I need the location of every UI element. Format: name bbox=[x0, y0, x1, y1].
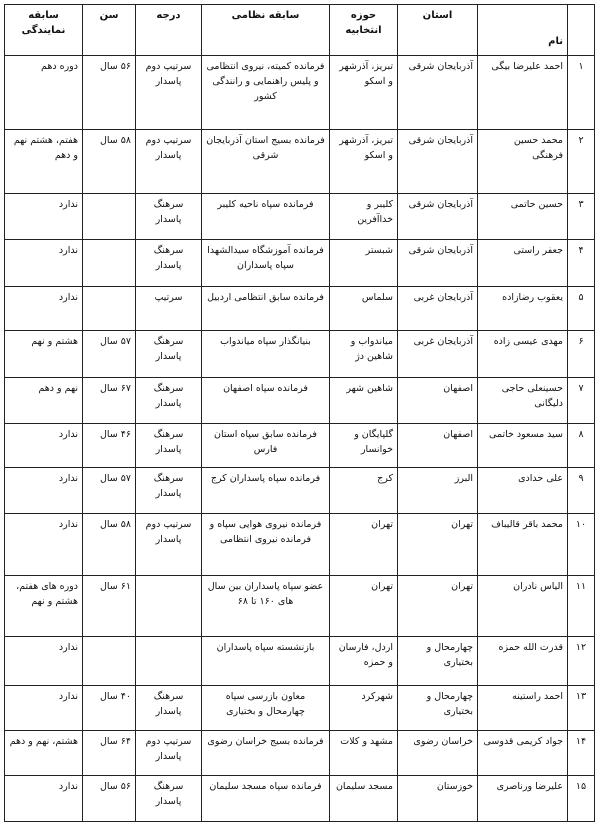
district-cell: مشهد و کلات bbox=[330, 731, 398, 776]
row-number: ۷ bbox=[568, 377, 595, 423]
table-row bbox=[5, 468, 595, 514]
age-cell: ۶۱ سال bbox=[83, 576, 136, 637]
province-cell: خراسان رضوی bbox=[398, 731, 478, 776]
representation-history-cell: ندارد bbox=[5, 239, 83, 286]
row-number: ۱۰ bbox=[568, 514, 595, 576]
province-cell: تهران bbox=[398, 576, 478, 637]
table-row bbox=[5, 194, 595, 240]
row-number: ۲ bbox=[568, 130, 595, 194]
table-row bbox=[5, 331, 595, 378]
district-cell: تبریز، آذرشهر و اسکو bbox=[330, 56, 398, 130]
name-cell: محمد باقر قالیباف bbox=[478, 514, 568, 576]
row-number: ۱۴ bbox=[568, 731, 595, 776]
rank-cell: سرهنگ پاسدار bbox=[136, 423, 202, 468]
province-cell: آذربایجان غربی bbox=[398, 286, 478, 331]
district-cell: گلپایگان و خوانسار bbox=[330, 423, 398, 468]
representation-history-cell: ندارد bbox=[5, 776, 83, 822]
representation-history-cell: دوره دهم bbox=[5, 56, 83, 130]
district-cell: تهران bbox=[330, 576, 398, 637]
military-background-cell: فرمانده بسیج خراسان رضوی bbox=[202, 731, 330, 776]
representation-history-cell: ندارد bbox=[5, 685, 83, 731]
rank-cell: سرهنگ پاسدار bbox=[136, 685, 202, 731]
district-cell: کلیبر و خداآفرین bbox=[330, 194, 398, 240]
name-cell: علی حدادی bbox=[478, 468, 568, 514]
name-cell: احمد راستینه bbox=[478, 685, 568, 731]
district-cell: شاهین شهر bbox=[330, 377, 398, 423]
header-representation-history: سابقه نمایندگی bbox=[5, 5, 83, 56]
representation-history-cell: هشتم و نهم bbox=[5, 331, 83, 378]
row-number: ۶ bbox=[568, 331, 595, 378]
district-cell: شبستر bbox=[330, 239, 398, 286]
rank-cell: سرهنگ پاسدار bbox=[136, 239, 202, 286]
age-cell bbox=[83, 286, 136, 331]
header-age: سن bbox=[83, 5, 136, 56]
rank-cell: سرتیپ دوم پاسدار bbox=[136, 514, 202, 576]
table-row bbox=[5, 576, 595, 637]
row-number: ۱۲ bbox=[568, 637, 595, 686]
military-background-table bbox=[4, 4, 595, 822]
military-background-cell: بازنشسته سپاه پاسداران bbox=[202, 637, 330, 686]
rank-cell: سرهنگ پاسدار bbox=[136, 468, 202, 514]
age-cell: ۵۸ سال bbox=[83, 130, 136, 194]
header-province: استان bbox=[398, 5, 478, 56]
name-cell: یعقوب رضازاده bbox=[478, 286, 568, 331]
military-background-cell: فرمانده نیروی هوایی سپاه و فرمانده نیروی انتظامی bbox=[202, 514, 330, 576]
name-cell: الیاس نادران bbox=[478, 576, 568, 637]
rank-cell: سرتیپ دوم پاسدار bbox=[136, 130, 202, 194]
rank-cell: سرتیپ دوم پاسدار bbox=[136, 56, 202, 130]
rank-cell: سرهنگ پاسدار bbox=[136, 377, 202, 423]
row-number: ۸ bbox=[568, 423, 595, 468]
representation-history-cell: ندارد bbox=[5, 637, 83, 686]
representation-history-cell: ندارد bbox=[5, 423, 83, 468]
name-cell: جواد کریمی قدوسی bbox=[478, 731, 568, 776]
rank-cell bbox=[136, 576, 202, 637]
district-cell: کرج bbox=[330, 468, 398, 514]
district-cell: میاندواب و شاهین دژ bbox=[330, 331, 398, 378]
military-background-cell: فرمانده سپاه اصفهان bbox=[202, 377, 330, 423]
province-cell: اصفهان bbox=[398, 377, 478, 423]
military-background-cell: فرمانده سپاه مسجد سلیمان bbox=[202, 776, 330, 822]
district-cell: سلماس bbox=[330, 286, 398, 331]
age-cell: ۵۷ سال bbox=[83, 331, 136, 378]
name-cell: محمد حسین فرهنگی bbox=[478, 130, 568, 194]
province-cell: آذربایجان شرقی bbox=[398, 56, 478, 130]
row-number: ۱۳ bbox=[568, 685, 595, 731]
table-row bbox=[5, 130, 595, 194]
military-background-cell: فرمانده کمیته، نیروی انتظامی و پلیس راهنمایی و رانندگی کشور bbox=[202, 56, 330, 130]
row-number: ۱۵ bbox=[568, 776, 595, 822]
age-cell bbox=[83, 194, 136, 240]
province-cell: چهارمحال و بختیاری bbox=[398, 637, 478, 686]
military-background-cell: فرمانده بسیج استان آذربایجان شرقی bbox=[202, 130, 330, 194]
province-cell: خوزستان bbox=[398, 776, 478, 822]
table-row bbox=[5, 776, 595, 822]
row-number: ۴ bbox=[568, 239, 595, 286]
rank-cell: سرهنگ پاسدار bbox=[136, 194, 202, 240]
age-cell: ۶۷ سال bbox=[83, 377, 136, 423]
document-page bbox=[4, 4, 594, 822]
military-background-cell: فرمانده آموزشگاه سیدالشهدا سپاه پاسداران bbox=[202, 239, 330, 286]
representation-history-cell: نهم و دهم bbox=[5, 377, 83, 423]
rank-cell bbox=[136, 637, 202, 686]
representation-history-cell: ندارد bbox=[5, 194, 83, 240]
name-cell: احمد علیرضا بیگی bbox=[478, 56, 568, 130]
representation-history-cell: ندارد bbox=[5, 468, 83, 514]
row-number: ۱۱ bbox=[568, 576, 595, 637]
representation-history-cell: ندارد bbox=[5, 514, 83, 576]
district-cell: اردل، فارسان و حمزه bbox=[330, 637, 398, 686]
table-row bbox=[5, 377, 595, 423]
representation-history-cell: هشتم، نهم و دهم bbox=[5, 731, 83, 776]
table-row bbox=[5, 731, 595, 776]
district-cell: شهرکرد bbox=[330, 685, 398, 731]
district-cell: تبریز، آذرشهر و اسکو bbox=[330, 130, 398, 194]
age-cell: ۵۶ سال bbox=[83, 56, 136, 130]
province-cell: البرز bbox=[398, 468, 478, 514]
province-cell: آذربایجان شرقی bbox=[398, 239, 478, 286]
age-cell: ۴۶ سال bbox=[83, 423, 136, 468]
table-row bbox=[5, 514, 595, 576]
row-number: ۳ bbox=[568, 194, 595, 240]
military-background-cell: فرمانده سپاه ناحیه کلیبر bbox=[202, 194, 330, 240]
province-cell: آذربایجان شرقی bbox=[398, 130, 478, 194]
name-cell: مهدی عیسی زاده bbox=[478, 331, 568, 378]
header-military-background: سابقه نظامی bbox=[202, 5, 330, 56]
name-cell: حسینعلی حاجی دلیگانی bbox=[478, 377, 568, 423]
name-cell: حسین حاتمی bbox=[478, 194, 568, 240]
province-cell: چهارمحال و بختیاری bbox=[398, 685, 478, 731]
table-row bbox=[5, 423, 595, 468]
table-row bbox=[5, 685, 595, 731]
age-cell: ۵۷ سال bbox=[83, 468, 136, 514]
province-cell: آذربایجان غربی bbox=[398, 331, 478, 378]
representation-history-cell: ندارد bbox=[5, 286, 83, 331]
row-number: ۵ bbox=[568, 286, 595, 331]
header-row bbox=[5, 5, 595, 56]
rank-cell: سرتیپ bbox=[136, 286, 202, 331]
province-cell: تهران bbox=[398, 514, 478, 576]
district-cell: تهران bbox=[330, 514, 398, 576]
age-cell: ۴۰ سال bbox=[83, 685, 136, 731]
header-number bbox=[568, 5, 595, 56]
name-cell: قدرت الله حمزه bbox=[478, 637, 568, 686]
military-background-cell: عضو سپاه پاسداران بین سال های ۱۶۰ تا ۶۸ bbox=[202, 576, 330, 637]
rank-cell: سرهنگ پاسدار bbox=[136, 776, 202, 822]
rank-cell: سرهنگ پاسدار bbox=[136, 331, 202, 378]
row-number: ۱ bbox=[568, 56, 595, 130]
district-cell: مسجد سلیمان bbox=[330, 776, 398, 822]
representation-history-cell: دوره های هفتم، هشتم و نهم bbox=[5, 576, 83, 637]
age-cell: ۵۶ سال bbox=[83, 776, 136, 822]
age-cell: ۶۴ سال bbox=[83, 731, 136, 776]
table-row bbox=[5, 637, 595, 686]
military-background-cell: فرمانده سابق انتظامی اردبیل bbox=[202, 286, 330, 331]
header-rank: درجه bbox=[136, 5, 202, 56]
table-row bbox=[5, 56, 595, 130]
military-background-cell: فرمانده سابق سپاه استان فارس bbox=[202, 423, 330, 468]
province-cell: اصفهان bbox=[398, 423, 478, 468]
table-row bbox=[5, 286, 595, 331]
header-district: حوزه انتخابیه bbox=[330, 5, 398, 56]
representation-history-cell: هفتم، هشتم نهم و دهم bbox=[5, 130, 83, 194]
military-background-cell: بنیانگذار سپاه میاندواب bbox=[202, 331, 330, 378]
military-background-cell: معاون بازرسی سپاه چهارمحال و بختیاری bbox=[202, 685, 330, 731]
table-row bbox=[5, 239, 595, 286]
age-cell bbox=[83, 239, 136, 286]
military-background-cell: فرمانده سپاه پاسداران کرج bbox=[202, 468, 330, 514]
row-number: ۹ bbox=[568, 468, 595, 514]
age-cell: ۵۸ سال bbox=[83, 514, 136, 576]
name-cell: جعفر راستی bbox=[478, 239, 568, 286]
header-name: نام bbox=[478, 5, 568, 56]
name-cell: سید مسعود خاتمی bbox=[478, 423, 568, 468]
name-cell: علیرضا ورناصری bbox=[478, 776, 568, 822]
age-cell bbox=[83, 637, 136, 686]
rank-cell: سرتیپ دوم پاسدار bbox=[136, 731, 202, 776]
province-cell: آذربایجان شرقی bbox=[398, 194, 478, 240]
